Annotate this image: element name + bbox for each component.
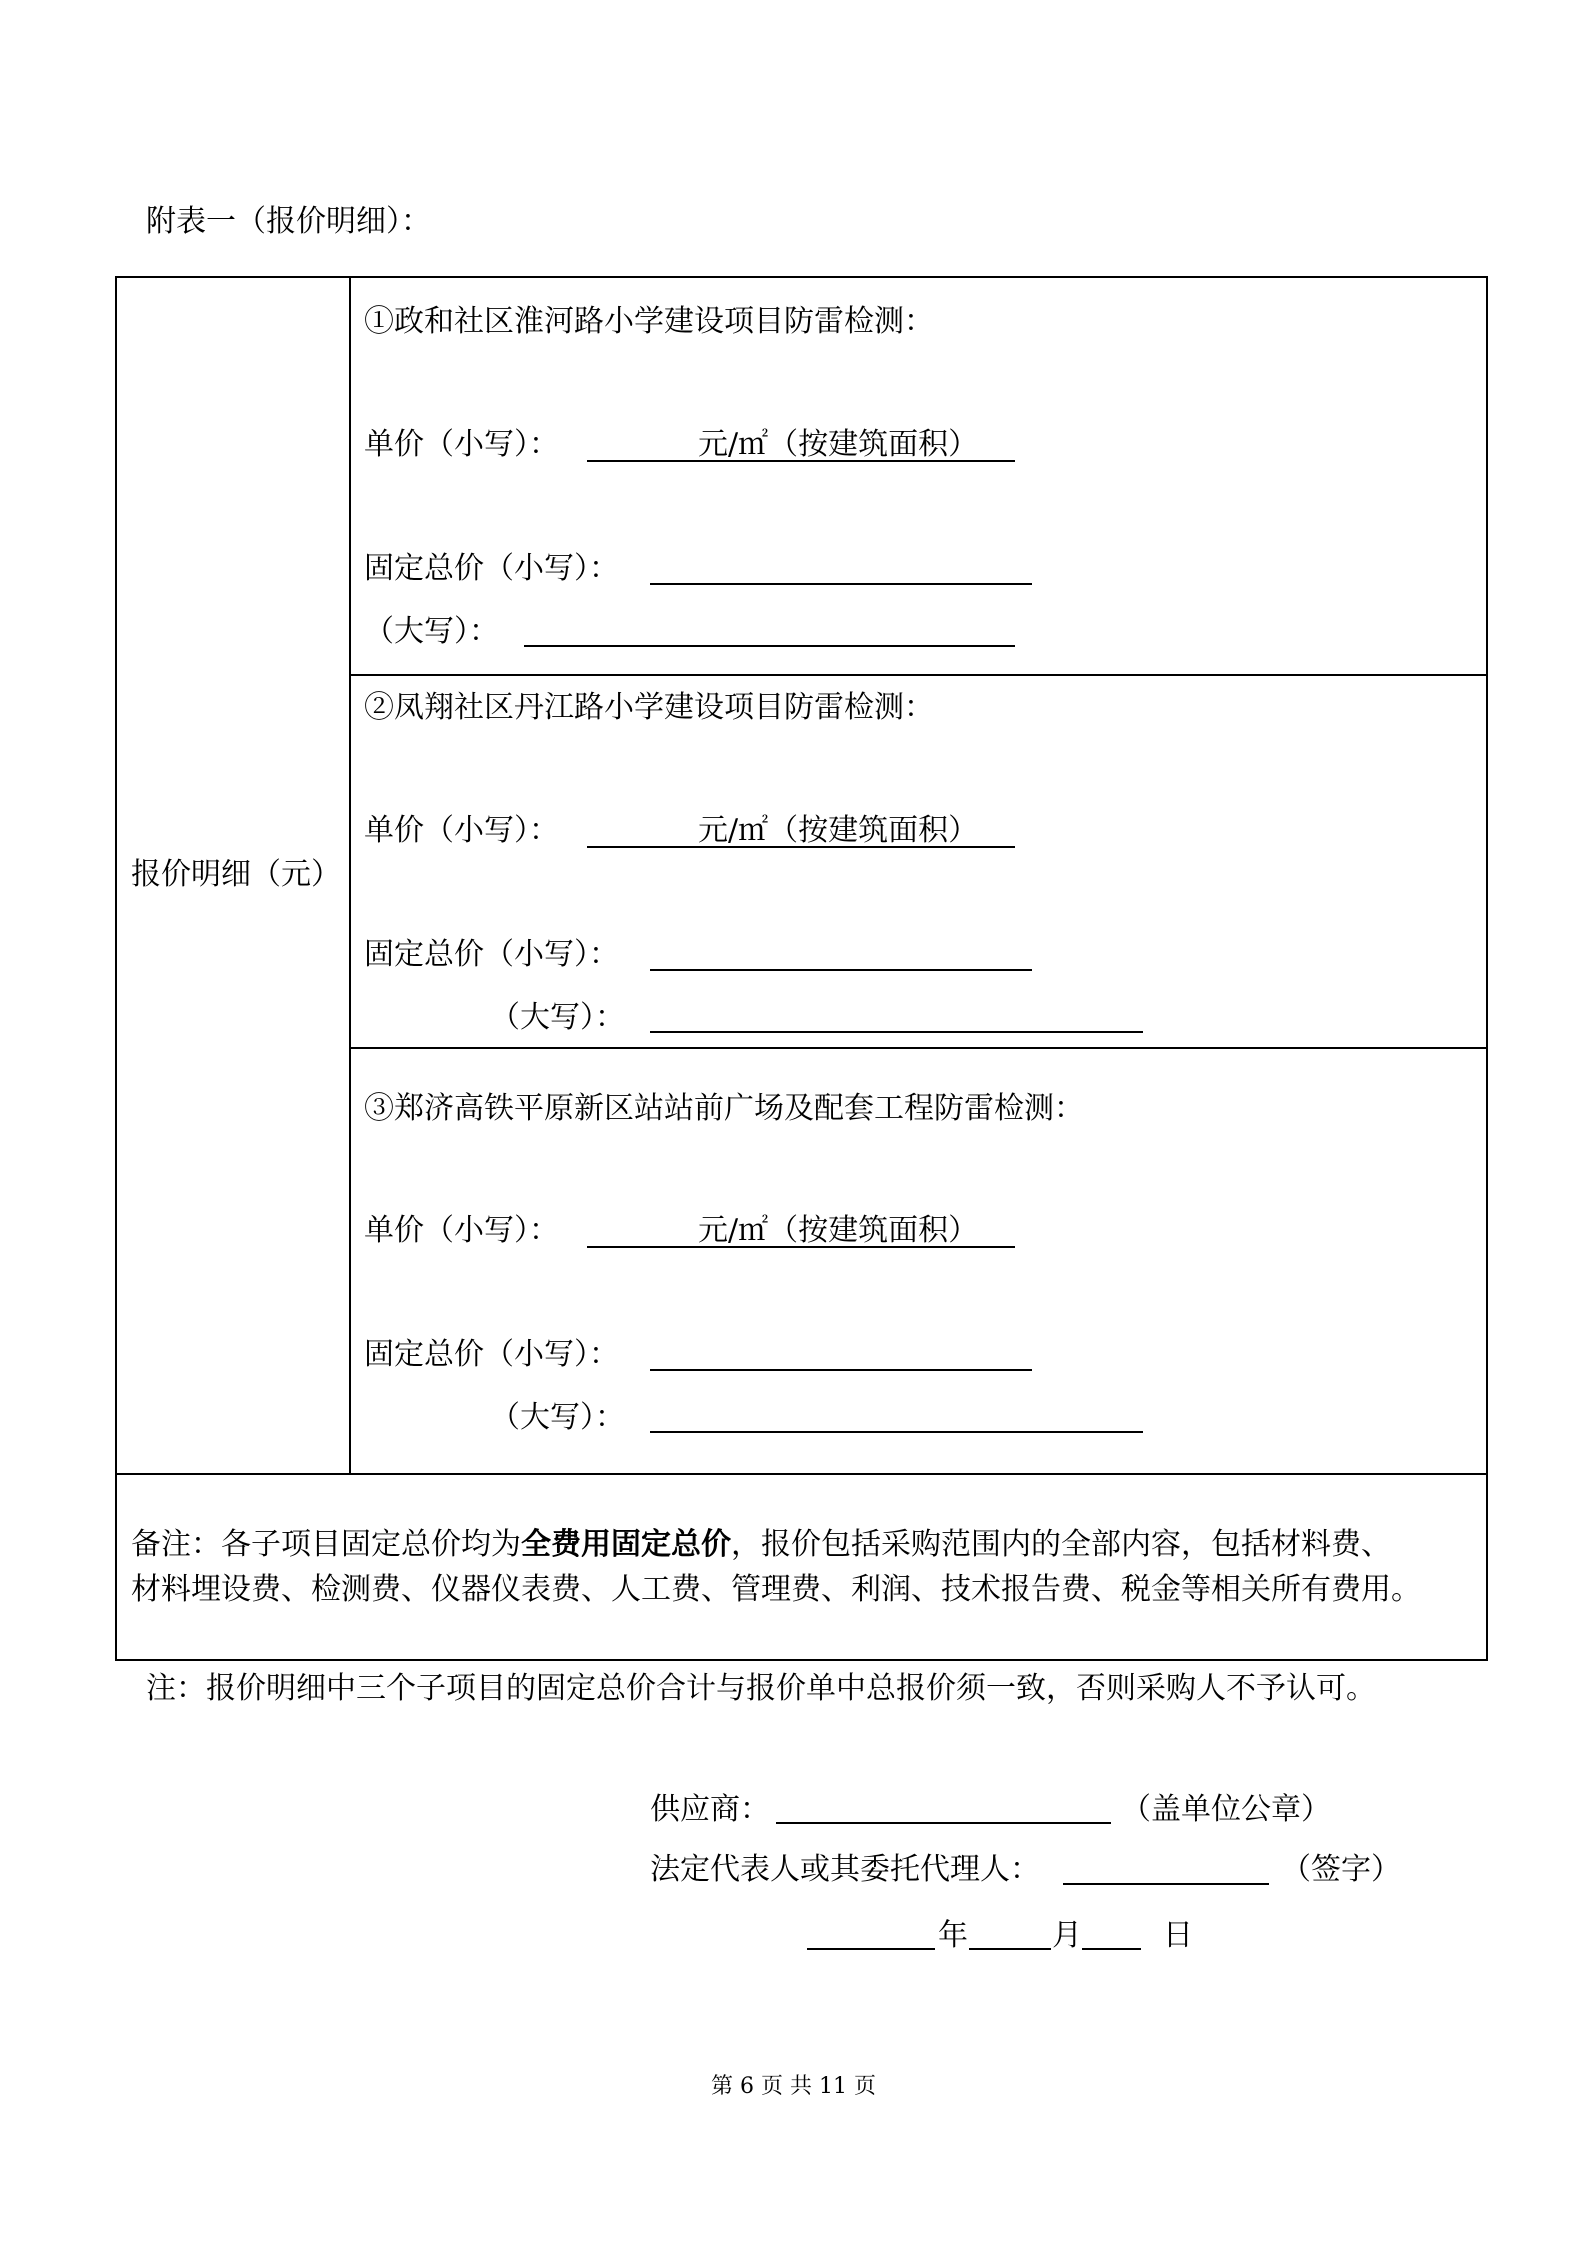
project-2-unit-price-blank[interactable] [587,846,1015,848]
project-2-upper-blank[interactable] [650,1031,1143,1033]
project-3-upper-blank[interactable] [650,1431,1143,1433]
project-1-upper-label: （大写）： [364,614,499,649]
remark-prefix: 备注：各子项目固定总价均为 [131,1527,521,1562]
project-3-unit-price-label: 单价（小写）： [364,1213,559,1248]
remark-bold: 全费用固定总价 [521,1527,731,1562]
project-2-total-label: 固定总价（小写）： [364,937,619,972]
project-3-total-blank[interactable] [650,1369,1032,1371]
remark-suffix: ，报价包括采购范围内的全部内容，包括材料费、 [731,1527,1391,1562]
remark-line-1 [131,1527,1391,1562]
quote-detail-label: 报价明细（元） [131,857,341,892]
page-heading: 附表一（报价明细）： [146,204,431,239]
project-1-unit-price-label: 单价（小写）： [364,427,559,462]
supplier-blank[interactable] [776,1822,1111,1824]
project-1-unit-price-suffix: 元/㎡（按建筑面积） [698,427,979,462]
project-1-title: ①政和社区淮河路小学建设项目防雷检测： [364,304,934,339]
rep-blank[interactable] [1063,1883,1269,1885]
project-1-upper-blank[interactable] [524,645,1015,647]
day-blank[interactable] [1082,1948,1141,1950]
day-label: 日 [1163,1918,1193,1953]
page-footer: 第 6 页 共 11 页 [711,2074,876,2099]
project-2-unit-price-label: 单价（小写）： [364,813,559,848]
supplier-seal: （盖单位公章） [1121,1792,1331,1827]
project-3-unit-price-blank[interactable] [587,1246,1015,1248]
project-1-total-label: 固定总价（小写）： [364,551,619,586]
project-1-total-blank[interactable] [650,583,1032,585]
month-label: 月 [1052,1918,1082,1953]
remark-line-2: 材料埋设费、检测费、仪器仪表费、人工费、管理费、利润、技术报告费、税金等相关所有费用。 [131,1572,1421,1607]
project-3-upper-label: （大写）： [490,1400,625,1435]
supplier-label: 供应商： [650,1792,770,1827]
project-2-unit-price-suffix: 元/㎡（按建筑面积） [698,813,979,848]
note: 注：报价明细中三个子项目的固定总价合计与报价单中总报价须一致，否则采购人不予认可。 [146,1671,1376,1706]
project-3-title: ③郑济高铁平原新区站站前广场及配套工程防雷检测： [364,1091,1084,1126]
project-3-unit-price-suffix: 元/㎡（按建筑面积） [698,1213,979,1248]
project-1-unit-price-blank[interactable] [587,460,1015,462]
project-2-upper-label: （大写）： [490,1000,625,1035]
year-label: 年 [938,1918,968,1953]
project-2-total-blank[interactable] [650,969,1032,971]
rep-sign: （签字） [1281,1852,1401,1887]
project-2-title: ②凤翔社区丹江路小学建设项目防雷检测： [364,690,934,725]
rep-label: 法定代表人或其委托代理人： [650,1852,1040,1887]
project-3-total-label: 固定总价（小写）： [364,1337,619,1372]
year-blank[interactable] [807,1948,935,1950]
month-blank[interactable] [969,1948,1051,1950]
